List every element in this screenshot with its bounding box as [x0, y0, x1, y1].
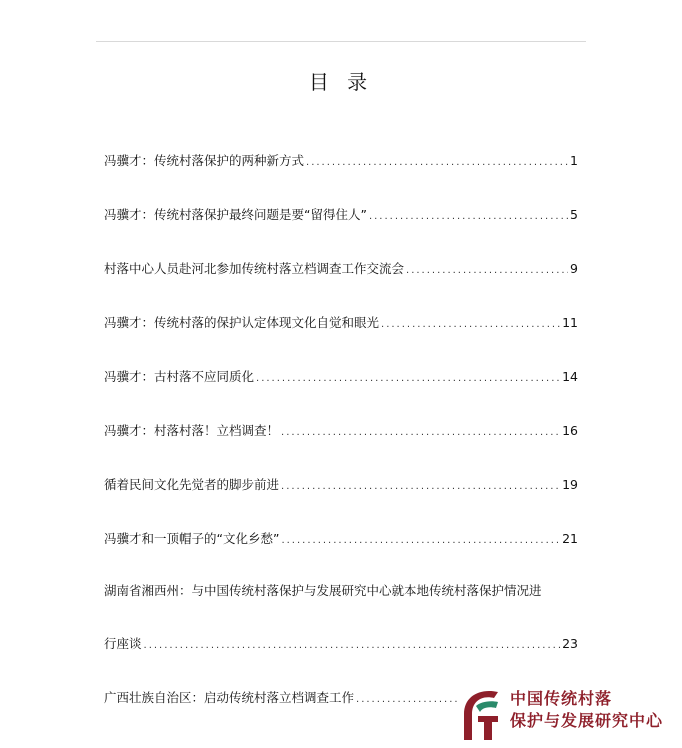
- toc-entry-page: 16: [562, 423, 578, 438]
- toc-entry-continuation[interactable]: [104, 634, 578, 654]
- toc-entry-title: 冯骥才：传统村落保护的两种新方式: [104, 153, 305, 168]
- toc-entry-first-line[interactable]: [104, 581, 578, 601]
- toc-entry-title: 冯骥才：村落村落！立档调查！: [104, 423, 280, 438]
- toc-leader-dots: [256, 373, 560, 384]
- toc-entry[interactable]: [104, 151, 578, 171]
- toc-leader-dots: [281, 481, 560, 492]
- toc-entry-page: 11: [562, 315, 578, 330]
- toc-leader-dots: [281, 535, 560, 546]
- toc-entry-title: 湖南省湘西州：与中国传统村落保护与发展研究中心就本地传统村落保护情况进: [104, 583, 542, 598]
- toc-entry[interactable]: [104, 259, 578, 279]
- toc-entry-title: 冯骥才和一顶帽子的“文化乡愁”: [104, 531, 280, 546]
- toc-entry-page: 5: [570, 207, 578, 222]
- logo-text-line2: 保护与发展研究中心: [510, 711, 664, 730]
- toc-entry-page: 23: [562, 636, 578, 651]
- toc-entry-title: 冯骥才：古村落不应同质化: [104, 369, 255, 384]
- village-emblem-icon: [458, 684, 506, 744]
- toc-entry[interactable]: [104, 313, 578, 333]
- toc-entry[interactable]: [104, 421, 578, 441]
- toc-entry[interactable]: [104, 688, 460, 708]
- logo-text-line1: 中国传统村落: [510, 689, 613, 708]
- toc-leader-dots: [281, 427, 560, 438]
- toc-entry-title: 循着民间文化先觉者的脚步前进: [104, 477, 280, 492]
- toc-leader-dots: [381, 319, 560, 330]
- toc-entry-title: 村落中心人员赴河北参加传统村落立档调查工作交流会: [104, 261, 405, 276]
- toc-leader-dots: [356, 694, 458, 705]
- toc-entry-title: 广西壮族自治区：启动传统村落立档调查工作: [104, 690, 355, 705]
- toc-leader-dots: [144, 640, 561, 651]
- toc-entry[interactable]: [104, 475, 578, 495]
- toc-entry-page: 19: [562, 477, 578, 492]
- toc-entry-page: 21: [562, 531, 578, 546]
- top-divider: [96, 41, 586, 42]
- toc-entry[interactable]: [104, 529, 578, 549]
- toc-entry-title-continuation: 行座谈: [104, 636, 142, 651]
- toc-entry-title: 冯骥才：传统村落保护最终问题是要“留得住人”: [104, 207, 367, 222]
- toc-entry[interactable]: [104, 205, 578, 225]
- page-title: 目 录: [308, 70, 374, 94]
- toc-leader-dots: [406, 265, 568, 276]
- toc-entry-page: 1: [570, 153, 578, 168]
- organization-logo: [458, 684, 682, 744]
- toc-entry-page: 14: [562, 369, 578, 384]
- toc-leader-dots: [369, 211, 568, 222]
- toc-entry[interactable]: [104, 367, 578, 387]
- toc-entry-page: 9: [570, 261, 578, 276]
- toc-entry-title: 冯骥才：传统村落的保护认定体现文化自觉和眼光: [104, 315, 380, 330]
- toc-leader-dots: [306, 157, 568, 168]
